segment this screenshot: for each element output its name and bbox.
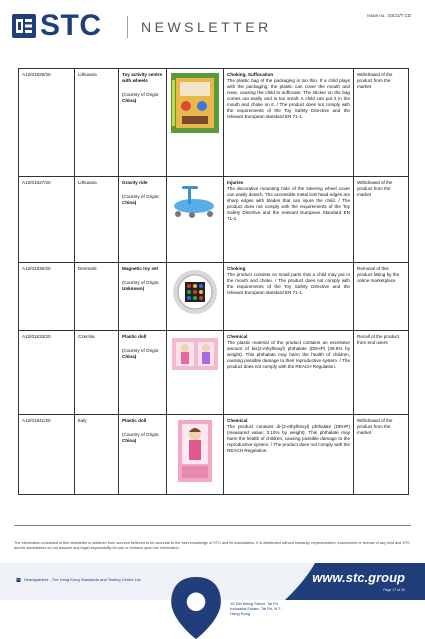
product-name: Gravity ride xyxy=(122,180,148,185)
recall-table xyxy=(18,68,409,495)
table-row xyxy=(19,263,409,331)
hazard-title: Chemical xyxy=(227,418,248,423)
product-cell xyxy=(119,177,167,263)
building-icon xyxy=(16,577,21,582)
country-cell: Italy xyxy=(75,415,119,495)
hazard-title: Chemical xyxy=(227,334,248,339)
product-name: Toy activity centre with wheels xyxy=(122,72,162,83)
page-header xyxy=(0,0,425,50)
origin-country: China) xyxy=(122,438,137,443)
origin-text xyxy=(122,280,163,292)
ref-cell: A12/01833/20 xyxy=(19,331,75,415)
table-row xyxy=(19,331,409,415)
origin-country: Unknown) xyxy=(122,286,145,291)
website-link[interactable]: www.stc.group xyxy=(312,570,405,585)
origin-text xyxy=(122,348,163,360)
issue-number: Issue no.: 03/21/T CD xyxy=(367,13,411,18)
country-cell: Lithuania xyxy=(75,177,119,263)
hazard-description: The product contains di-(2-ethylhexyl) phthalate (DEHP) (measured value: 3.10% by weight). This phthalate may harm the health of children, causing possible damage to the reproductive system. / The product does not comply with the REACH Regulation. xyxy=(227,424,350,453)
origin-label: (Country of Origin: xyxy=(122,280,160,285)
image-cell xyxy=(167,263,224,331)
origin-label: (Country of Origin: xyxy=(122,432,160,437)
hazard-cell xyxy=(224,415,354,495)
hazard-description: The plastic bag of the packaging is too thin. If a child plays with the packaging, the plastic can cover the mouth and nose, causing the child to suffocate. The sticker on the bag comes out easily and is too small. A child can put it in the mouth and choke on it. / The product does not comply with the requirements of the Toy Safety Directive and the relevant European standard EN 71-1. xyxy=(227,78,350,119)
headquarters xyxy=(16,577,141,582)
headquarters-text: Headquarters - The Hong Kong Standards and Testing Centre Ltd. xyxy=(24,577,142,582)
ref-cell: A12/01830/20 xyxy=(19,263,75,331)
header-divider xyxy=(127,16,128,38)
product-photo xyxy=(170,418,220,484)
image-cell xyxy=(167,177,224,263)
hazard-description: The plastic material of the product contains an excessive amount of bis(2-ethylhexyl) phthalate (DEHP) (39.6% by weight). This phthalate may harm the health of children, causing possible damage to their reproductive system. / The product does not comply with the REACH Regulation. xyxy=(227,340,350,369)
image-cell xyxy=(167,415,224,495)
ref-cell: A12/01827/20 xyxy=(19,177,75,263)
location-pin-icon xyxy=(165,577,227,639)
hazard-description: The decorative mounting hole of the steering wheel cover can easily detach. The accessible metal bolt head edges are sharp edges with blades that can injure the child. / The product does not comply with the requirements of the Toy Safety Directive and the relevant European Standard EN 71-1. xyxy=(227,186,351,221)
hazard-cell xyxy=(224,263,354,331)
table-row xyxy=(19,415,409,495)
measure-cell: Withdrawal of the product from the market xyxy=(354,69,409,177)
table-row xyxy=(19,69,409,177)
hazard-description: The product consists on small parts that a child may put in the mouth and choke. / The product does not comply with the requirements of the Toy Safety Directive and the relevant European standard EN 71-1. xyxy=(227,272,350,295)
product-photo xyxy=(170,334,220,374)
stc-logo-icon xyxy=(12,14,36,38)
origin-label: (Country of Origin: xyxy=(122,194,160,199)
measure-cell: Recall of the product from end users xyxy=(354,331,409,415)
country-cell: Czechia xyxy=(75,331,119,415)
hazard-title: Choking xyxy=(227,266,246,271)
image-cell xyxy=(167,69,224,177)
origin-text xyxy=(122,432,163,444)
footer-divider xyxy=(14,525,411,526)
product-cell xyxy=(119,415,167,495)
product-cell xyxy=(119,331,167,415)
origin-country: China) xyxy=(122,200,137,205)
measure-cell: Removal of this product listing by the online marketplace xyxy=(354,263,409,331)
origin-country: China) xyxy=(122,354,137,359)
brand-name: STC xyxy=(40,9,102,42)
origin-text xyxy=(122,194,163,206)
product-photo xyxy=(170,72,220,134)
table-row xyxy=(19,177,409,263)
address-text: 10 Dai Wang Street, Tai Po Industrial Estate, Tai Po, N.T., Hong Kong xyxy=(230,600,283,616)
origin-label: (Country of Origin: xyxy=(122,92,160,97)
origin-text xyxy=(122,92,163,104)
hazard-cell xyxy=(224,69,354,177)
product-name: Plastic doll xyxy=(122,418,147,423)
section-title: NEWSLETTER xyxy=(141,19,272,35)
hazard-title: Choking, Suffocation xyxy=(227,72,274,77)
measure-cell: Withdrawal of the product from the market xyxy=(354,177,409,263)
product-cell xyxy=(119,69,167,177)
country-cell: Lithuania xyxy=(75,69,119,177)
product-cell xyxy=(119,263,167,331)
page-number: Page 17 of 20 xyxy=(383,588,405,592)
product-name: Plastic doll xyxy=(122,334,147,339)
image-cell xyxy=(167,331,224,415)
hazard-cell xyxy=(224,331,354,415)
origin-country: China) xyxy=(122,98,137,103)
origin-label: (Country of Origin: xyxy=(122,348,160,353)
country-cell: Denmark xyxy=(75,263,119,331)
address xyxy=(165,577,291,639)
hazard-title: Injuries xyxy=(227,180,244,185)
measure-cell: Withdrawal of the product from the market xyxy=(354,415,409,495)
ref-cell: A12/01825/20 xyxy=(19,69,75,177)
product-photo xyxy=(170,266,220,318)
product-name: Magnetic toy set xyxy=(122,266,158,271)
hazard-cell xyxy=(224,177,354,263)
product-photo xyxy=(170,180,220,220)
ref-cell: A12/01841/20 xyxy=(19,415,75,495)
disclaimer-text: The information contained in this newsletter is obtained from sources believed to be accurate to the best knowledge of STC and its subsidiaries. It is distributed without warranty, representation, inducement or license of any kind and STC and its subsidiaries do not assume any legal responsibility for use or reliance upon the information. xyxy=(14,541,411,550)
